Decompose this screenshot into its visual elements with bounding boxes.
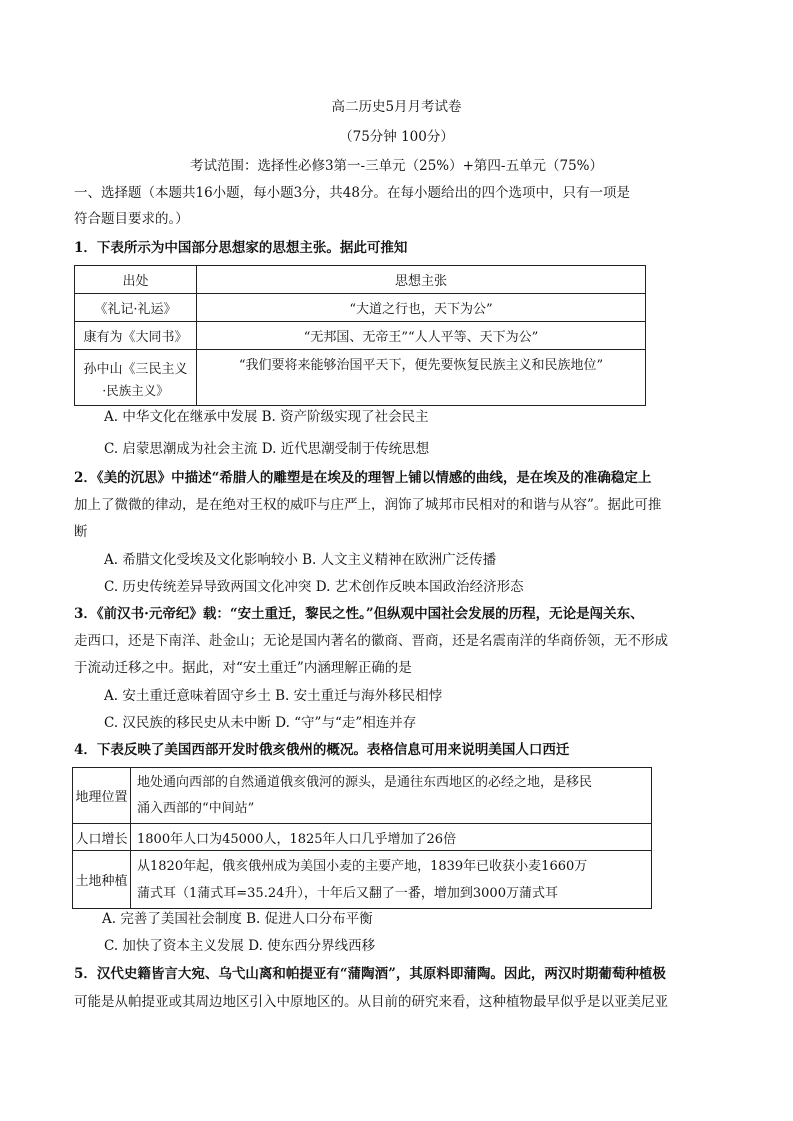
row-content-line1: 从1820年起，俄亥俄州成为美国小麦的主要产地，1839年已收获小麦1660万 <box>137 858 588 874</box>
row-content <box>131 851 652 909</box>
source-cell-line1: 孙中山《三民主义 <box>83 362 188 377</box>
row-content-line1: 地处通向西部的自然通道俄亥俄河的源头，是通往东西地区的必经之地，是移民 <box>137 774 593 790</box>
row-label: 人口增长 <box>73 824 131 851</box>
source-cell <box>75 350 197 406</box>
table-header-row <box>75 266 646 294</box>
question-2-options-ab: A. 希腊文化受埃及文化影响较小 B. 人文主义精神在欧洲广泛传播 <box>104 552 497 568</box>
question-4-options-cd: C. 加快了资本主义发展 D. 使东西分界线西移 <box>104 938 376 954</box>
section-heading-line2: 符合题目要求的。） <box>74 211 189 227</box>
question-4-stem: 4．下表反映了美国西部开发时俄亥俄州的概况。表格信息可用来说明美国人口西迁 <box>74 742 570 758</box>
row-label: 地理位置 <box>73 768 131 824</box>
source-cell: 康有为《大同书》 <box>75 322 197 350</box>
question-3-line1: 3．《前汉书·元帝纪》载：“安土重迁，黎民之性。”但纵观中国社会发展的历程，无论是闯关东、 <box>74 606 644 622</box>
table-row <box>75 350 646 406</box>
row-content: 1800年人口为45000人，1825年人口几乎增加了26倍 <box>131 824 652 851</box>
table-row <box>73 824 652 851</box>
source-cell: 《礼记·礼运》 <box>75 294 197 322</box>
question-1-table <box>74 265 646 406</box>
question-1-stem: 1．下表所示为中国部分思想家的思想主张。据此可推知 <box>74 240 408 256</box>
exam-title: 高二历史5月月考试卷 <box>331 99 462 115</box>
question-3-options-ab: A. 安土重迁意味着固守乡土 B. 安土重迁与海外移民相悖 <box>104 688 443 704</box>
section-heading-line1: 一、选择题（本题共16小题，每小题3分，共48分。在每小题给出的四个选项中，只有一项是 <box>74 185 630 201</box>
question-2-line2: 加上了微微的律动，是在绝对王权的威吓与庄严上，润饰了城邦市民相对的和谐与从容”。据此可推 <box>74 497 662 513</box>
question-4-options-ab: A. 完善了美国社会制度 B. 促进人口分布平衡 <box>102 911 373 927</box>
idea-cell: “我们要将来能够治国平天下，便先要恢复民族主义和民族地位” <box>197 350 646 406</box>
question-2-line3: 断 <box>74 524 88 540</box>
idea-cell: “无邦国、无帝王”“人人平等、天下为公” <box>197 322 646 350</box>
idea-cell: “大道之行也，天下为公” <box>197 294 646 322</box>
row-content-line2: 蒲式耳（1蒲式耳=35.24升），十年后又翻了一番，增加到3000万蒲式耳 <box>137 885 558 901</box>
question-4-table <box>72 767 652 909</box>
table-row <box>73 768 652 824</box>
question-5-line1: 5．汉代史籍皆言大宛、乌弋山离和帕提亚有“蒲陶酒”，其原料即蒲陶。因此，两汉时期葡萄种植极 <box>74 966 666 982</box>
question-3-line2: 走西口，还是下南洋、赴金山；无论是国内著名的徽商、晋商，还是名震南洋的华商侨领，无不形成 <box>74 633 668 649</box>
question-3-line3: 于流动迁移之中。据此，对“安土重迁”内涵理解正确的是 <box>74 660 412 676</box>
question-1-options-ab: A. 中华文化在继承中发展 B. 资产阶级实现了社会民主 <box>104 409 429 425</box>
question-5-line2: 可能是从帕提亚或其周边地区引入中原地区的。从目前的研究来看，这种植物最早似乎是以亚美尼亚 <box>74 994 668 1010</box>
question-2-line1: 2．《美的沉思》中描述“希腊人的雕塑是在埃及的理智上铺以情感的曲线，是在埃及的准确稳定上 <box>74 470 652 486</box>
header-source: 出处 <box>75 266 197 294</box>
question-2-options-cd: C. 历史传统差异导致两国文化冲突 D. 艺术创作反映本国政治经济形态 <box>104 579 524 595</box>
row-content <box>131 768 652 824</box>
table-row <box>75 294 646 322</box>
header-idea: 思想主张 <box>197 266 646 294</box>
exam-scope: 考试范围：选择性必修3第一-三单元（25%）+第四-五单元（75%） <box>189 158 604 174</box>
source-cell-line2: ·民族主义》 <box>102 383 169 398</box>
table-row <box>73 851 652 909</box>
question-3-options-cd: C. 汉民族的移民史从未中断 D. “守”与“走”相连并存 <box>104 715 417 731</box>
exam-time-score: （75分钟 100分） <box>339 129 454 145</box>
table-row <box>75 322 646 350</box>
row-label: 土地种植 <box>73 851 131 909</box>
question-1-options-cd: C. 启蒙思潮成为社会主流 D. 近代思潮受制于传统思想 <box>104 441 430 457</box>
row-content-line2: 涌入西部的“中间站” <box>137 800 255 816</box>
